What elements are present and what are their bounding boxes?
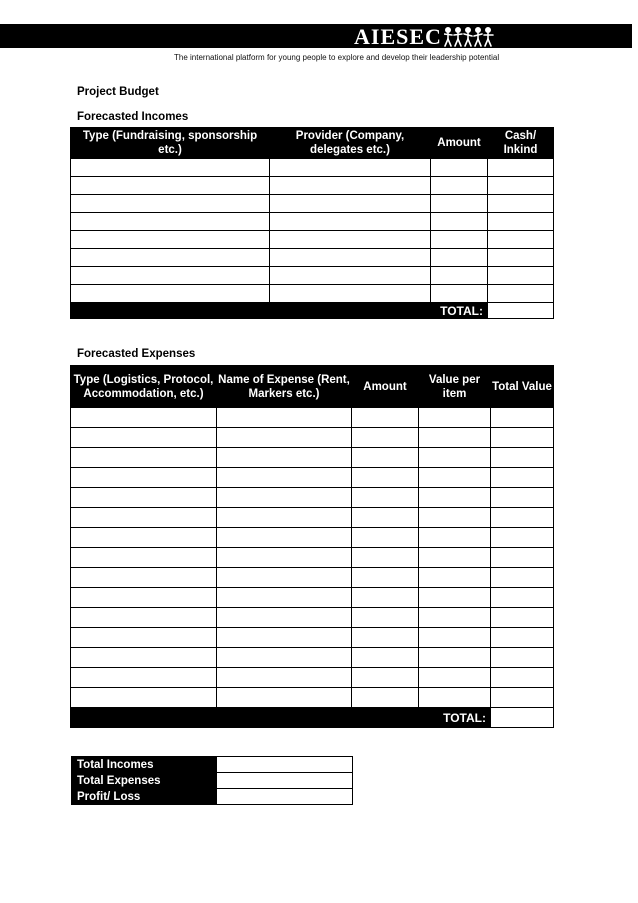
expenses-cell[interactable] bbox=[71, 628, 217, 648]
incomes-cell[interactable] bbox=[488, 213, 554, 231]
expenses-cell[interactable] bbox=[352, 508, 419, 528]
expenses-cell[interactable] bbox=[217, 688, 352, 708]
header-banner bbox=[0, 24, 632, 48]
expenses-row bbox=[71, 688, 554, 708]
summary-label: Total Incomes bbox=[72, 757, 217, 773]
expenses-cell[interactable] bbox=[217, 668, 352, 688]
expenses-heading: Forecasted Expenses bbox=[77, 348, 196, 360]
expenses-col-type: Type (Logistics, Protocol, Accommodation, etc.) bbox=[71, 366, 217, 408]
incomes-cell[interactable] bbox=[71, 177, 270, 195]
expenses-cell[interactable] bbox=[419, 548, 491, 568]
incomes-header-row bbox=[71, 128, 554, 159]
expenses-cell[interactable] bbox=[217, 448, 352, 468]
expenses-cell[interactable] bbox=[352, 668, 419, 688]
expenses-cell[interactable] bbox=[71, 448, 217, 468]
expenses-cell[interactable] bbox=[419, 408, 491, 428]
summary-row bbox=[72, 757, 353, 773]
expenses-cell[interactable] bbox=[352, 568, 419, 588]
expenses-cell[interactable] bbox=[71, 428, 217, 448]
expenses-cell[interactable] bbox=[491, 608, 554, 628]
expenses-cell[interactable] bbox=[71, 468, 217, 488]
incomes-total-value[interactable] bbox=[488, 303, 554, 319]
incomes-cell[interactable] bbox=[431, 195, 488, 213]
expenses-cell[interactable] bbox=[71, 688, 217, 708]
incomes-cell[interactable] bbox=[71, 231, 270, 249]
expenses-cell[interactable] bbox=[71, 568, 217, 588]
incomes-total-label: TOTAL: bbox=[71, 303, 488, 319]
summary-row bbox=[72, 789, 353, 805]
expenses-cell[interactable] bbox=[491, 508, 554, 528]
incomes-cell[interactable] bbox=[431, 159, 488, 177]
expenses-cell[interactable] bbox=[491, 488, 554, 508]
expenses-cell[interactable] bbox=[352, 688, 419, 708]
expenses-cell[interactable] bbox=[352, 608, 419, 628]
incomes-cell[interactable] bbox=[488, 195, 554, 213]
incomes-cell[interactable] bbox=[270, 285, 431, 303]
expenses-row bbox=[71, 488, 554, 508]
expenses-total-label: TOTAL: bbox=[71, 708, 491, 728]
expenses-cell[interactable] bbox=[491, 548, 554, 568]
logo-text: AIESEC bbox=[354, 24, 442, 49]
expenses-cell[interactable] bbox=[217, 468, 352, 488]
expenses-cell[interactable] bbox=[71, 548, 217, 568]
incomes-cell[interactable] bbox=[488, 159, 554, 177]
expenses-total-value[interactable] bbox=[491, 708, 554, 728]
people-icon bbox=[444, 26, 496, 48]
incomes-cell[interactable] bbox=[431, 285, 488, 303]
expenses-cell[interactable] bbox=[491, 408, 554, 428]
expenses-cell[interactable] bbox=[491, 468, 554, 488]
incomes-cell[interactable] bbox=[270, 159, 431, 177]
expenses-cell[interactable] bbox=[352, 408, 419, 428]
expenses-cell[interactable] bbox=[352, 528, 419, 548]
summary-value[interactable] bbox=[217, 789, 353, 805]
expenses-cell[interactable] bbox=[217, 508, 352, 528]
expenses-cell[interactable] bbox=[419, 428, 491, 448]
incomes-cell[interactable] bbox=[71, 213, 270, 231]
incomes-cell[interactable] bbox=[71, 285, 270, 303]
expenses-cell[interactable] bbox=[491, 628, 554, 648]
incomes-cell[interactable] bbox=[431, 231, 488, 249]
expenses-cell[interactable] bbox=[352, 468, 419, 488]
expenses-row bbox=[71, 648, 554, 668]
incomes-cell[interactable] bbox=[431, 267, 488, 285]
expenses-cell[interactable] bbox=[419, 668, 491, 688]
incomes-cell[interactable] bbox=[270, 213, 431, 231]
incomes-row bbox=[71, 177, 554, 195]
expenses-cell[interactable] bbox=[352, 588, 419, 608]
summary-value[interactable] bbox=[217, 757, 353, 773]
tagline: The international platform for young people to explore and develop their leadership potential bbox=[174, 53, 500, 62]
expenses-cell[interactable] bbox=[419, 608, 491, 628]
incomes-cell[interactable] bbox=[71, 195, 270, 213]
expenses-cell[interactable] bbox=[419, 488, 491, 508]
expenses-cell[interactable] bbox=[71, 668, 217, 688]
summary-label: Total Expenses bbox=[72, 773, 217, 789]
incomes-row bbox=[71, 213, 554, 231]
summary-table bbox=[71, 756, 353, 805]
expenses-col-name: Name of Expense (Rent, Markers etc.) bbox=[217, 366, 352, 408]
incomes-row bbox=[71, 249, 554, 267]
expenses-cell[interactable] bbox=[217, 648, 352, 668]
expenses-cell[interactable] bbox=[217, 528, 352, 548]
incomes-cell[interactable] bbox=[431, 177, 488, 195]
expenses-cell[interactable] bbox=[491, 648, 554, 668]
expenses-cell[interactable] bbox=[352, 628, 419, 648]
incomes-cell[interactable] bbox=[431, 213, 488, 231]
incomes-cell[interactable] bbox=[270, 267, 431, 285]
expenses-cell[interactable] bbox=[217, 428, 352, 448]
page-title: Project Budget bbox=[77, 86, 159, 98]
summary-label: Profit/ Loss bbox=[72, 789, 217, 805]
expenses-cell[interactable] bbox=[419, 508, 491, 528]
expenses-row bbox=[71, 568, 554, 588]
incomes-table bbox=[70, 127, 554, 319]
expenses-cell[interactable] bbox=[71, 648, 217, 668]
incomes-cell[interactable] bbox=[270, 231, 431, 249]
expenses-row bbox=[71, 668, 554, 688]
expenses-cell[interactable] bbox=[217, 608, 352, 628]
expenses-cell[interactable] bbox=[491, 448, 554, 468]
expenses-table bbox=[70, 365, 554, 728]
incomes-cell[interactable] bbox=[270, 195, 431, 213]
incomes-total-row bbox=[71, 303, 554, 319]
expenses-cell[interactable] bbox=[491, 568, 554, 588]
expenses-cell[interactable] bbox=[491, 688, 554, 708]
incomes-col-amount: Amount bbox=[431, 128, 488, 159]
expenses-cell[interactable] bbox=[71, 508, 217, 528]
incomes-cell[interactable] bbox=[71, 267, 270, 285]
expenses-cell[interactable] bbox=[419, 588, 491, 608]
expenses-cell[interactable] bbox=[419, 528, 491, 548]
expenses-cell[interactable] bbox=[491, 588, 554, 608]
expenses-col-value-per-item: Value per item bbox=[419, 366, 491, 408]
incomes-cell[interactable] bbox=[270, 249, 431, 267]
expenses-row bbox=[71, 588, 554, 608]
expenses-cell[interactable] bbox=[491, 428, 554, 448]
expenses-cell[interactable] bbox=[71, 608, 217, 628]
expenses-header-row bbox=[71, 366, 554, 408]
expenses-cell[interactable] bbox=[419, 448, 491, 468]
expenses-cell[interactable] bbox=[352, 648, 419, 668]
expenses-cell[interactable] bbox=[491, 528, 554, 548]
expenses-cell[interactable] bbox=[217, 568, 352, 588]
aiesec-logo bbox=[354, 26, 496, 48]
incomes-col-type: Type (Fundraising, sponsorship etc.) bbox=[71, 128, 270, 159]
expenses-row bbox=[71, 548, 554, 568]
expenses-cell[interactable] bbox=[419, 648, 491, 668]
expenses-row bbox=[71, 408, 554, 428]
expenses-cell[interactable] bbox=[491, 668, 554, 688]
expenses-cell[interactable] bbox=[217, 488, 352, 508]
incomes-cell[interactable] bbox=[488, 285, 554, 303]
expenses-cell[interactable] bbox=[419, 628, 491, 648]
expenses-row bbox=[71, 528, 554, 548]
expenses-row bbox=[71, 628, 554, 648]
expenses-cell[interactable] bbox=[419, 688, 491, 708]
expenses-cell[interactable] bbox=[217, 628, 352, 648]
expenses-cell[interactable] bbox=[352, 548, 419, 568]
incomes-cell[interactable] bbox=[488, 177, 554, 195]
incomes-cell[interactable] bbox=[270, 177, 431, 195]
expenses-cell[interactable] bbox=[71, 488, 217, 508]
expenses-cell[interactable] bbox=[71, 528, 217, 548]
incomes-cell[interactable] bbox=[488, 249, 554, 267]
incomes-cell[interactable] bbox=[71, 249, 270, 267]
expenses-row bbox=[71, 428, 554, 448]
incomes-row bbox=[71, 231, 554, 249]
incomes-cell[interactable] bbox=[488, 267, 554, 285]
summary-value[interactable] bbox=[217, 773, 353, 789]
summary-row bbox=[72, 773, 353, 789]
expenses-row bbox=[71, 468, 554, 488]
incomes-row bbox=[71, 159, 554, 177]
incomes-col-cash-inkind: Cash/ Inkind bbox=[488, 128, 554, 159]
expenses-cell[interactable] bbox=[71, 588, 217, 608]
expenses-cell[interactable] bbox=[352, 448, 419, 468]
expenses-cell[interactable] bbox=[217, 548, 352, 568]
expenses-cell[interactable] bbox=[217, 588, 352, 608]
expenses-cell[interactable] bbox=[419, 468, 491, 488]
incomes-row bbox=[71, 267, 554, 285]
incomes-row bbox=[71, 285, 554, 303]
incomes-col-provider: Provider (Company, delegates etc.) bbox=[270, 128, 431, 159]
expenses-cell[interactable] bbox=[352, 428, 419, 448]
expenses-row bbox=[71, 508, 554, 528]
expenses-col-total-value: Total Value bbox=[491, 366, 554, 408]
expenses-cell[interactable] bbox=[217, 408, 352, 428]
expenses-row bbox=[71, 608, 554, 628]
expenses-total-row bbox=[71, 708, 554, 728]
expenses-col-amount: Amount bbox=[352, 366, 419, 408]
expenses-cell[interactable] bbox=[419, 568, 491, 588]
expenses-row bbox=[71, 448, 554, 468]
expenses-cell[interactable] bbox=[71, 408, 217, 428]
incomes-cell[interactable] bbox=[488, 231, 554, 249]
incomes-cell[interactable] bbox=[71, 159, 270, 177]
incomes-heading: Forecasted Incomes bbox=[77, 111, 189, 123]
expenses-cell[interactable] bbox=[352, 488, 419, 508]
incomes-row bbox=[71, 195, 554, 213]
incomes-cell[interactable] bbox=[431, 249, 488, 267]
